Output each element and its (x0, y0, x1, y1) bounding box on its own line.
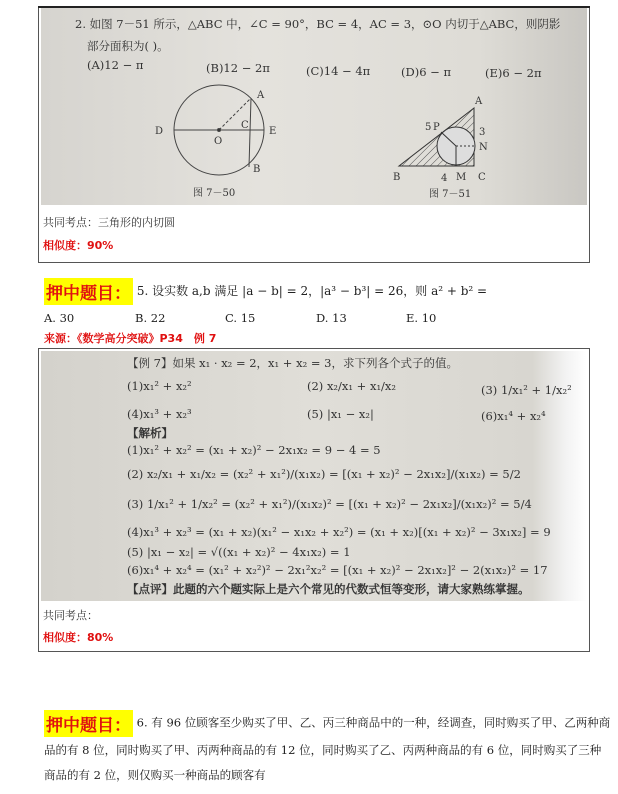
figure-7-50 (174, 85, 264, 175)
q2-line2: 部分面积为( )。 (87, 39, 169, 53)
example-item-4: (4)x₁³ + x₂³ (127, 407, 192, 421)
example-item-2: (2) x₂/x₁ + x₁/x₂ (307, 379, 397, 393)
q5-question (44, 278, 487, 305)
q5-option-a: A. 30 (44, 311, 75, 325)
figure-7-51 (399, 108, 475, 166)
q6-tag: 押中题目： (44, 710, 133, 737)
figures (141, 80, 541, 205)
solution-4: (4)x₁³ + x₂³ = (x₁ + x₂)(x₁² − x₁x₂ + x₂²) = (x₁ + x₂)[(x₁ + x₂)² − 3x₁x₂] = 9 (127, 525, 551, 539)
fig1-label-o: O (214, 136, 223, 147)
fig1-label-e: E (269, 126, 277, 137)
fig1-label-d: D (155, 126, 164, 137)
q5-option-d: D. 13 (316, 311, 347, 325)
q2-common-point: 共同考点：三角形的内切圆 (43, 216, 175, 229)
fig2-label-b: B (393, 172, 401, 183)
fig1-label-b: B (253, 164, 261, 175)
fig1-caption: 图 7－50 (193, 188, 236, 199)
solution-2: (2) x₂/x₁ + x₁/x₂ = (x₂² + x₁²)/(x₁x₂) = [(x₁ + x₂)² − 2x₁x₂]/(x₁x₂) = 5/2 (127, 467, 521, 481)
example-item-1: (1)x₁² + x₂² (127, 379, 192, 393)
q2-similarity: 相似度：90% (43, 239, 114, 252)
fig2-label-a: A (475, 96, 483, 107)
fig2-hand-m: M (456, 172, 467, 183)
question-2-box (38, 8, 590, 263)
q5-option-c: C. 15 (225, 311, 256, 325)
fig1-label-c: C (241, 120, 249, 131)
q6-line3: 商品的有 2 位，则仅购买一种商品的顾客有 (44, 768, 266, 782)
question-2-photo (41, 8, 587, 205)
q5-source: 来源：《数学高分突破》P34 例 7 (44, 332, 217, 345)
q6-line1 (44, 710, 610, 737)
example-item-3: (3) 1/x₁² + 1/x₂² (481, 383, 572, 397)
q2-option-b: (B)12 − 2π (206, 61, 270, 75)
example-comment: 【点评】此题的六个题实际上是六个常见的代数式恒等变形，请大家熟练掌握。 (127, 582, 530, 596)
q2-line1: 2. 如图 7－51 所示，△ABC 中，∠C = 90°，BC = 4，AC = 3，⊙O 内切于△ABC，则阴影 (75, 17, 561, 31)
solution-5: (5) |x₁ − x₂| = √((x₁ + x₂)² − 4x₁x₂) = 1 (127, 545, 351, 559)
solution-3: (3) 1/x₁² + 1/x₂² = (x₂² + x₁²)/(x₁x₂)² = [(x₁ + x₂)² − 2x₁x₂]/(x₁x₂)² = 5/4 (127, 497, 532, 511)
q6-text-line1: 6. 有 96 位顾客至少购买了甲、乙、丙三种商品中的一种，经调查，同时购买了甲、乙两种商 (136, 715, 611, 730)
q5-common-point: 共同考点： (43, 609, 98, 622)
example-title: 【例 7】如果 x₁ · x₂ = 2，x₁ + x₂ = 3，求下列各个式子的值。 (127, 356, 458, 370)
q2-option-e: (E)6 − 2π (485, 66, 542, 80)
fig2-hand-3: 3 (479, 127, 486, 138)
question-5-box (38, 348, 590, 652)
example-7-photo (41, 351, 587, 601)
solution-6: (6)x₁⁴ + x₂⁴ = (x₁² + x₂²)² − 2x₁²x₂² = [(x₁ + x₂)² − 2x₁x₂]² − 2(x₁x₂)² = 17 (127, 563, 548, 577)
q2-option-a: (A)12 − π (87, 58, 144, 72)
fig2-caption: 图 7－51 (429, 189, 472, 200)
q5-option-b: B. 22 (135, 311, 166, 325)
q5-text: 5. 设实数 a,b 满足 |a − b| = 2，|a³ − b³| = 26，则 a² + b² = (136, 284, 488, 298)
solution-1: (1)x₁² + x₂² = (x₁ + x₂)² − 2x₁x₂ = 9 − 4 = 5 (127, 443, 381, 457)
fig2-hand-p: P (433, 122, 440, 133)
example-item-6: (6)x₁⁴ + x₂⁴ (481, 409, 546, 423)
q5-option-e: E. 10 (406, 311, 437, 325)
fig1-label-a: A (257, 90, 265, 101)
q6-line2: 品的有 8 位，同时购买了甲、丙两种商品的有 12 位，同时购买了乙、丙两种商品的有 6 位，同时购买了三种 (44, 743, 602, 757)
fig2-hand-5: 5 (425, 122, 432, 133)
analysis-label: 【解析】 (127, 426, 173, 440)
fig2-label-c: C (478, 172, 486, 183)
q2-option-d: (D)6 − π (401, 65, 452, 79)
q5-tag: 押中题目： (44, 278, 133, 305)
q5-similarity: 相似度：80% (43, 631, 114, 644)
fig2-hand-n: N (479, 142, 488, 153)
fig2-hand-4: 4 (441, 173, 448, 184)
q2-option-c: (C)14 − 4π (306, 64, 371, 78)
example-item-5: (5) |x₁ − x₂| (307, 407, 374, 421)
